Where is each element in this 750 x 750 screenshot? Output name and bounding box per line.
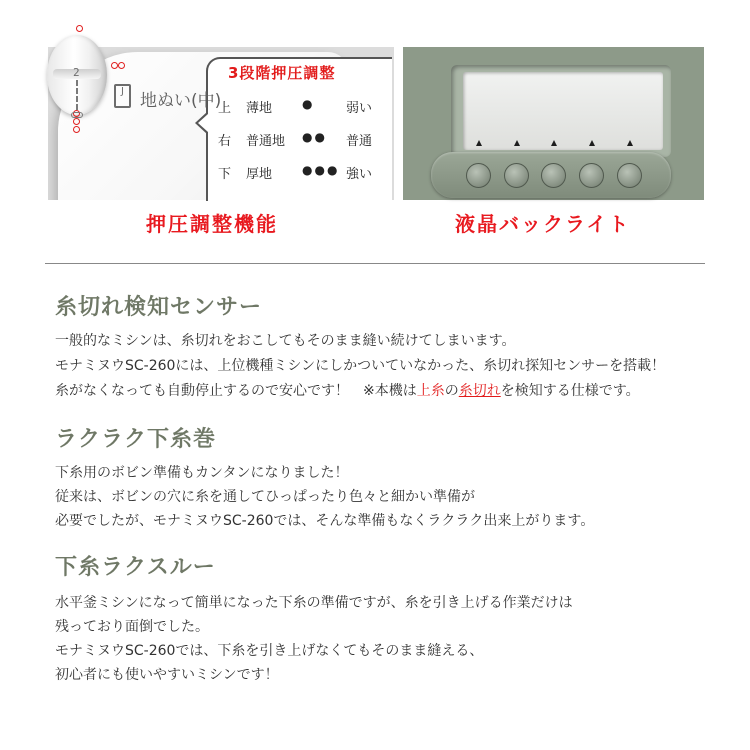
pressure-position: 右 <box>218 134 232 149</box>
arrow-up-icon <box>476 140 482 146</box>
section-line: 水平釜ミシンになって簡単になった下糸の準備ですが、糸を引き上げる作業だけは <box>55 595 573 611</box>
section-line-with-highlight <box>55 380 640 400</box>
text-fragment: 糸がなくなっても自動停止するので安心です！ ※本機は <box>55 383 417 399</box>
arrow-up-icon <box>627 140 633 146</box>
arrow-up-icon <box>551 140 557 146</box>
section-title-bobbin-through: 下糸ラクスルー <box>55 555 216 580</box>
text-fragment: の <box>444 383 459 399</box>
pressure-level: 弱い <box>346 101 373 116</box>
lcd-button-2 <box>504 163 529 188</box>
stitch-base-icon <box>71 112 83 118</box>
pressure-fabric: 厚地 <box>246 167 273 182</box>
section-line: 必要でしたが、モナミヌウSC-260では、そんな準備もなくラクラク出来上がります。 <box>55 513 595 529</box>
section-title-thread-sensor: 糸切れ検知センサー <box>55 295 263 320</box>
lcd-button-5 <box>617 163 642 188</box>
section-line: モナミヌウSC-260には、上位機種ミシンにしかついていなかった、糸切れ探知センサーを搭載！ <box>55 358 666 374</box>
highlight-thread-break: 糸切れ <box>458 383 501 399</box>
pressure-caption: 押圧調整機能 <box>146 212 278 236</box>
section-line: 従来は、ボビンの穴に糸を通してひっぱったり色々と細かい準備が <box>55 489 475 505</box>
lcd-screen <box>463 72 663 150</box>
section-line: 初心者にも使いやすいミシンです！ <box>55 667 279 683</box>
pressure-level: 普通 <box>346 134 373 149</box>
pressure-position: 下 <box>218 167 232 182</box>
pressure-fabric: 薄地 <box>246 101 273 116</box>
pressure-dots: ● <box>302 97 315 111</box>
arrow-up-icon <box>589 140 595 146</box>
lcd-button-1 <box>466 163 491 188</box>
pressure-dots: ●●● <box>302 163 340 177</box>
section-line: 下糸用のボビン準備もカンタンになりました！ <box>55 465 349 481</box>
callout-title: 3段階押圧調整 <box>228 64 336 82</box>
divider <box>45 263 705 264</box>
lcd-display-text: 地ぬい(中) <box>140 91 222 111</box>
pressure-fabric: 普通地 <box>246 134 286 149</box>
text-fragment: を検知する仕様です。 <box>500 383 640 399</box>
stitch-pattern-icon <box>76 80 80 110</box>
pressure-position: 上 <box>218 101 232 116</box>
section-line: 一般的なミシンは、糸切れをおこしてもそのまま縫い続けてしまいます。 <box>55 333 516 349</box>
section-line: モナミヌウSC-260では、下糸を引き上げなくてもそのまま縫える、 <box>55 643 484 659</box>
pressure-level: 強い <box>346 167 373 182</box>
highlight-upper-thread: 上糸 <box>416 383 445 399</box>
lcd-stitch-number: 2 <box>73 66 80 79</box>
lcd-caption: 液晶バックライト <box>455 212 631 236</box>
presser-foot-icon: J <box>114 84 131 108</box>
pressure-dots: ●● <box>302 130 327 144</box>
lcd-button-3 <box>541 163 566 188</box>
one-circle-icon <box>76 25 83 32</box>
two-circles-icon <box>111 62 125 70</box>
section-line: 残っており面倒でした。 <box>55 619 209 635</box>
arrow-up-icon <box>514 140 520 146</box>
section-title-bobbin-winding: ラクラク下糸巻 <box>55 427 217 452</box>
lcd-button-4 <box>579 163 604 188</box>
